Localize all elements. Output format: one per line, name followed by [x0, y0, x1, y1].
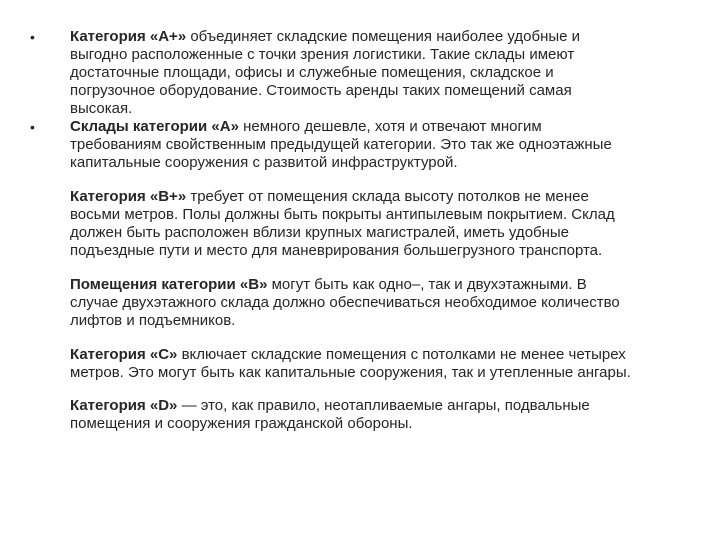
- paragraph-heading: Помещения категории «В»: [70, 276, 268, 293]
- paragraph-category-a: [70, 118, 700, 172]
- paragraph-heading: Категория «С»: [70, 346, 178, 363]
- paragraph-body: — это, как правило, неотапливаемые ангары, подвальные помещения и сооружения гражданской обороны.: [70, 397, 590, 432]
- paragraph-heading: Категория «В+»: [70, 188, 187, 205]
- paragraph-category-d: [70, 397, 700, 433]
- paragraph-category-b-plus: [70, 188, 700, 260]
- bullet-marker: •: [30, 119, 35, 135]
- paragraph-category-b: [70, 276, 700, 330]
- paragraph-heading: Категория «А+»: [70, 28, 187, 45]
- bullet-marker: •: [30, 29, 35, 45]
- paragraph-heading: Категория «D»: [70, 397, 178, 414]
- paragraph-heading: Склады категории «А»: [70, 118, 239, 135]
- paragraph-body: требует от помещения склада высоту потолков не менее восьми метров. Полы должны быть покрыты антипылевым покрытием. Склад должен быть расположен вблизи крупных магистралей, иметь удобные подъездные пути и место для маневрирования большегрузного транспорта.: [70, 188, 615, 259]
- paragraph-body: включает складские помещения с потолками не менее четырех метров. Это могут быть как капитальные сооружения, так и утепленные ангары.: [70, 346, 631, 381]
- paragraph-body: могут быть как одно–, так и двухэтажными. В случае двухэтажного склада должно обеспечиваться необходимое количество лифтов и подъемников.: [70, 276, 620, 329]
- paragraph-body: немного дешевле, хотя и отвечают многим требованиям свойственным предыдущей категории. Это так же одноэтажные капитальные сооружения с развитой инфраструктурой.: [70, 118, 612, 171]
- paragraph-body: объединяет складские помещения наиболее удобные и выгодно расположенные с точки зрения логистики. Такие склады имеют достаточные площади, офисы и служебные помещения, складское и погрузочное оборудование. Стоимость аренды таких помещений самая высокая.: [70, 28, 581, 117]
- paragraph-category-c: [70, 346, 700, 382]
- paragraph-category-a-plus: [70, 28, 700, 118]
